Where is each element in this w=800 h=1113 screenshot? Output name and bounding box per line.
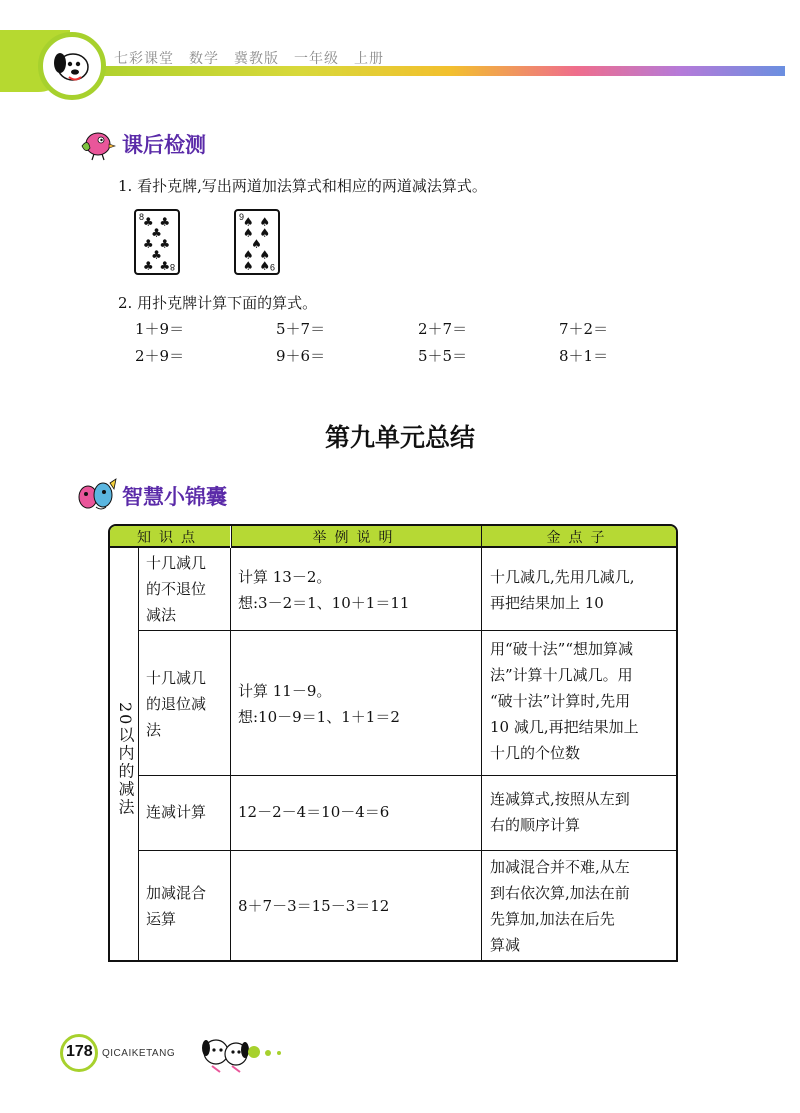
question-1-text: 1. 看扑克牌,写出两道加法算式和相应的两道减法算式。	[118, 177, 487, 195]
table-header-example: 举例说明	[231, 526, 481, 548]
equation: 5＋5＝	[418, 347, 468, 365]
table-cell-tip: 十几减几,先用几减几, 再把结果加上 10	[490, 568, 635, 612]
equation: 2＋7＝	[418, 320, 468, 338]
club-suit-icon: ♣ ♣ ♣ ♣ ♣ ♣ ♣ ♣	[142, 215, 172, 273]
footer-dot	[248, 1046, 260, 1058]
section-title-wisdom-tips: 智慧小锦囊	[122, 486, 227, 509]
unit-summary-title: 第九单元总结	[324, 424, 475, 452]
equation: 5＋7＝	[276, 320, 326, 338]
knowledge-summary-table	[108, 524, 678, 962]
table-cell-tip: 加减混合并不难,从左 到右依次算,加法在前 先算加,加法在后先 算减	[490, 858, 630, 954]
equation: 9＋6＝	[276, 347, 326, 365]
table-cell-topic: 十几减几 的不退位 减法	[146, 554, 207, 624]
page-number: 178	[66, 1043, 93, 1060]
header-title: 七彩课堂 数学 冀教版 一年级 上册	[114, 50, 384, 66]
table-divider	[481, 548, 482, 962]
mascot-group-icon	[76, 475, 118, 513]
card-rank-bottom: 8	[169, 262, 175, 272]
table-header-tips: 金点子	[481, 526, 677, 548]
card-rank-top: 8	[139, 212, 145, 222]
table-divider	[138, 548, 139, 962]
mascot-dog-logo	[38, 32, 106, 100]
card-rank-bottom: 9	[269, 262, 275, 272]
spade-suit-icon: ♠ ♠ ♠ ♠ ♠ ♠ ♠ ♠ ♠	[242, 215, 272, 273]
equation: 7＋2＝	[559, 320, 609, 338]
table-row-divider	[138, 850, 678, 851]
table-cell-tip: 连减算式,按照从左到 右的顺序计算	[490, 790, 630, 834]
footer-mascot-icon	[198, 1032, 254, 1074]
table-cell-example: 计算 11－9。 想:10－9＝1、1＋1＝2	[238, 682, 400, 726]
table-group-label: 20以内的减法	[116, 702, 135, 817]
playing-card-eight-clubs	[134, 209, 180, 275]
table-cell-topic: 连减计算	[146, 803, 207, 821]
footer-dot	[265, 1050, 271, 1056]
table-cell-topic: 十几减几 的退位减 法	[146, 669, 207, 739]
playing-card-nine-spades	[234, 209, 280, 275]
question-2-text: 2. 用扑克牌计算下面的算式。	[118, 294, 318, 312]
equation: 2＋9＝	[135, 347, 185, 365]
section-title-after-class-test: 课后检测	[122, 134, 206, 157]
equation: 8＋1＝	[559, 347, 609, 365]
table-cell-example: 12－2－4＝10－4＝6	[238, 803, 390, 821]
footer-dot	[277, 1051, 281, 1055]
equation: 1＋9＝	[135, 320, 185, 338]
table-cell-tip: 用“破十法”“想加算减 法”计算十几减几。用 “破十法”计算时,先用 10 减几,再把结果加上 十几的个位数	[490, 640, 639, 762]
table-cell-example: 计算 13－2。 想:3－2＝1、10＋1＝11	[238, 568, 410, 612]
table-row-divider	[138, 630, 678, 631]
table-divider	[230, 548, 231, 962]
footer-brand: QICAIKETANG	[102, 1048, 176, 1059]
table-row-divider	[138, 775, 678, 776]
card-rank-top: 9	[239, 212, 245, 222]
table-cell-topic: 加减混合 运算	[146, 884, 207, 928]
bird-mascot-icon	[76, 124, 116, 162]
table-cell-example: 8＋7－3＝15－3＝12	[238, 897, 390, 915]
table-header-knowledge-point: 知识点	[110, 526, 230, 548]
